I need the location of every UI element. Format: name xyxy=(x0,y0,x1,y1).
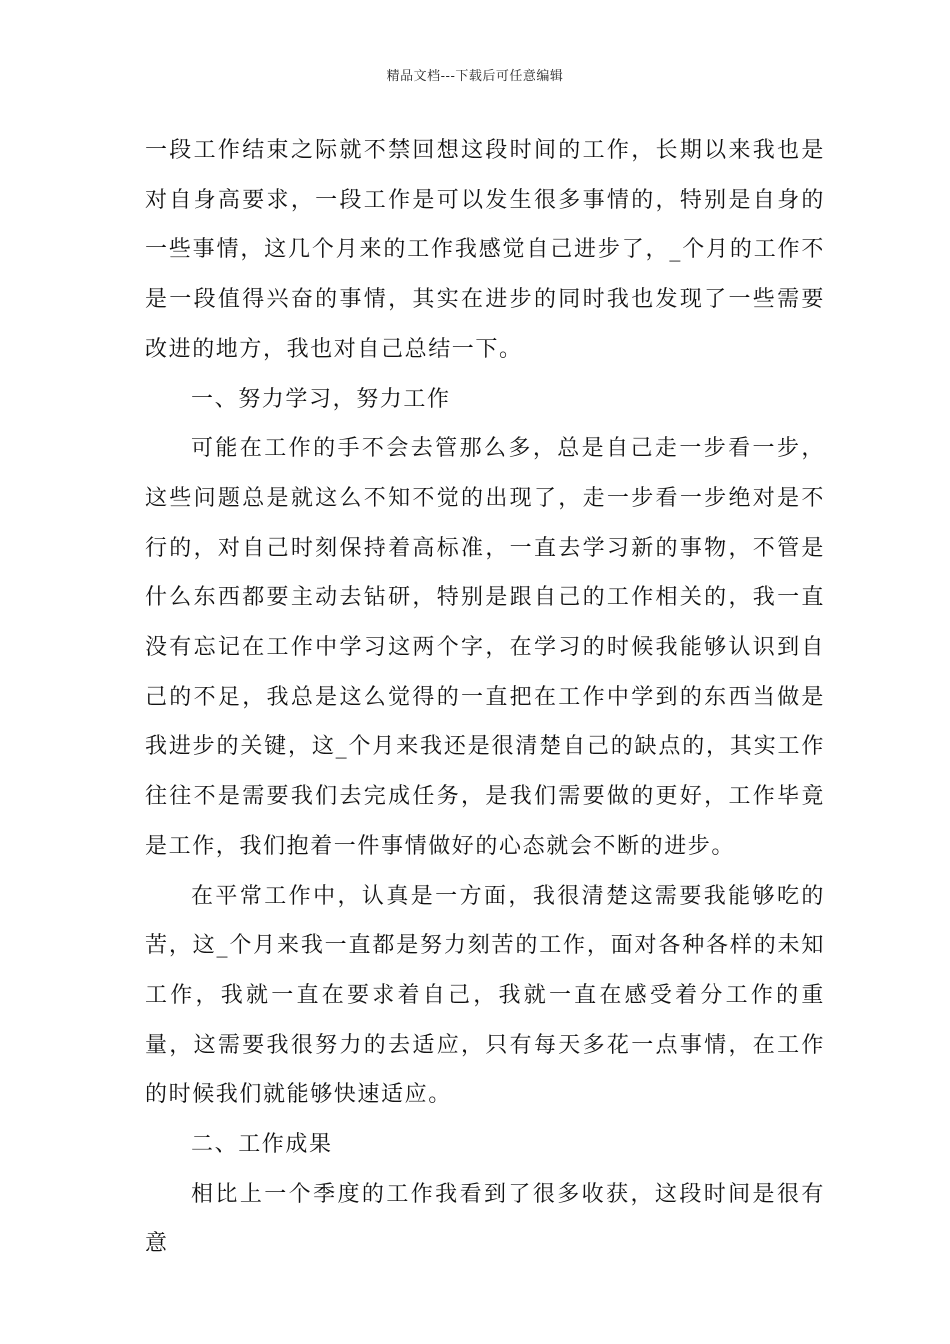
paragraph-study: 可能在工作的手不会去管那么多，总是自己走一步看一步，这些问题总是就这么不知不觉的出现了，走一步看一步绝对是不行的，对自己时刻保持着高标准，一直去学习新的事物，不管是什么东西都要主动去钻研，特别是跟自己的工作相关的，我一直没有忘记在工作中学习这两个字，在学习的时候我能够认识到自己的不足，我总是这么觉得的一直把在工作中学到的东西当做是我进步的关键，这_个月来我还是很清楚自己的缺点的，其实工作往往不是需要我们去完成任务，是我们需要做的更好，工作毕竟是工作，我们抱着一件事情做好的心态就会不断的进步。 xyxy=(145,436,825,859)
page-header-watermark: 精品文档---下载后可任意编辑 xyxy=(386,69,564,84)
section-heading-1: 一、努力学习，努力工作 xyxy=(191,386,451,412)
paragraph-diligence: 在平常工作中，认真是一方面，我很清楚这需要我能够吃的苦，这_个月来我一直都是努力刻苦的工作，面对各种各样的未知工作，我就一直在要求着自己，我就一直在感受着分工作的重量，这需要我很努力的去适应，只有每天多花一点事情，在工作的时候我们就能够快速适应。 xyxy=(145,883,825,1108)
paragraph-results: 相比上一个季度的工作我看到了很多收获，这段时间是很有意 xyxy=(145,1181,825,1257)
section-heading-2: 二、工作成果 xyxy=(191,1132,333,1158)
paragraph-intro: 一段工作结束之际就不禁回想这段时间的工作，长期以来我也是对自身高要求，一段工作是可以发生很多事情的，特别是自身的一些事情，这几个月来的工作我感觉自己进步了，_个月的工作不是一段值得兴奋的事情，其实在进步的同时我也发现了一些需要改进的地方，我也对自己总结一下。 xyxy=(145,138,825,362)
document-body xyxy=(145,126,825,1269)
